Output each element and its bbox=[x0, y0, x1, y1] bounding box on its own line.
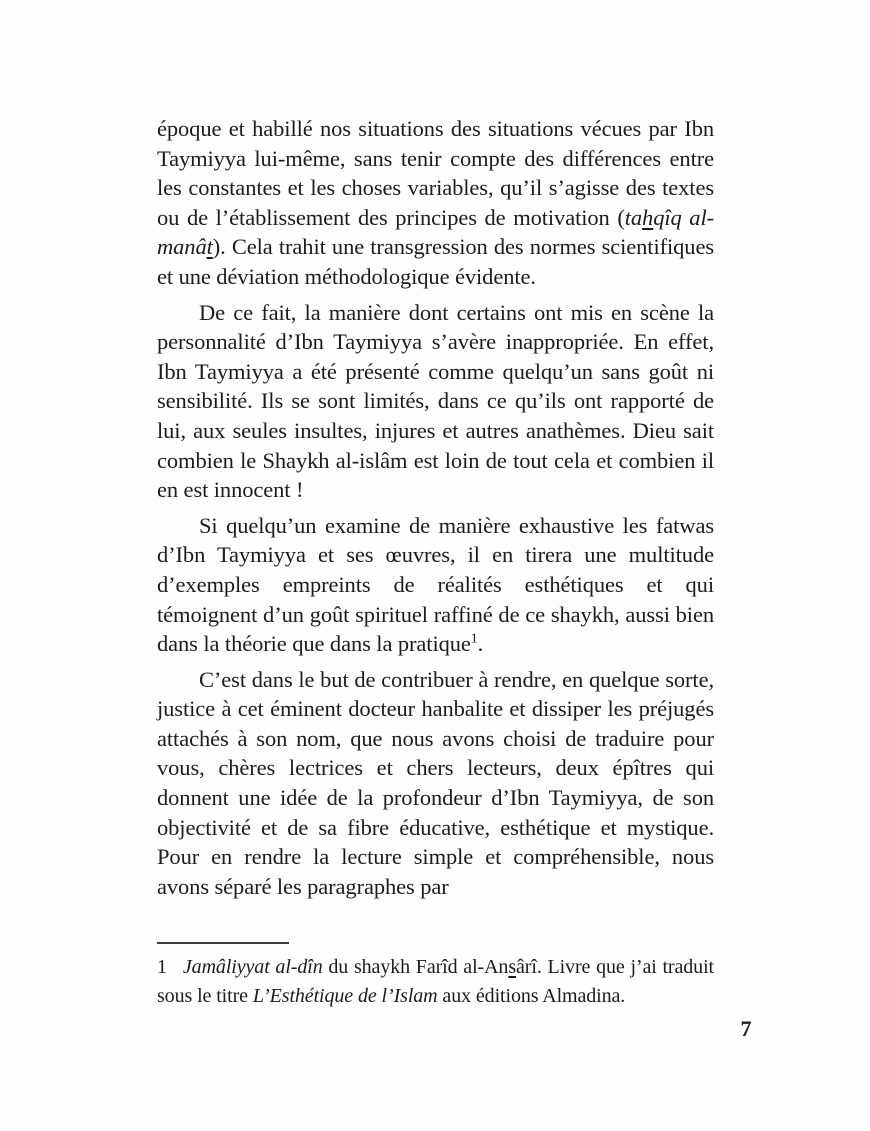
paragraph-1: époque et habillé nos situations des situations vécues par Ibn Taymiyya lui-même, sans tenir compte des différences entre les constantes et les choses variables, qu’il s’agisse des textes ou de l’établissement des principes de motivation (tahqîq al-manât). Cela trahit une transgression des normes scientifiques et une déviation méthodologique évidente. bbox=[157, 116, 714, 289]
paragraph-4: C’est dans le but de contribuer à rendre, en quelque sorte, justice à cet éminent docteur hanbalite et dissiper les préjugés attachés à son nom, que nous avons choisi de traduire pour vous, chères lectrices et chers lecteurs, deux épîtres qui donnent une idée de la profondeur d’Ibn Taymiyya, de son objectivité et de sa fibre éducative, esthétique et mystique. Pour en rendre la lecture simple et compréhensible, nous avons séparé les paragraphes par bbox=[157, 666, 714, 899]
page-number: 7 bbox=[740, 1016, 752, 1041]
footnote-separator bbox=[157, 942, 289, 944]
paragraph-3: Si quelqu’un examine de manière exhaustive les fatwas d’Ibn Taymiyya et ses œuvres, il en tirera une multitude d’exemples empreints de réalités esthétiques et qui témoignent d’un goût spirituel raffiné de ce shaykh, aussi bien dans la théorie que dans la pratique$^1$. bbox=[157, 512, 714, 657]
footnote bbox=[157, 953, 714, 1011]
body-text bbox=[157, 114, 714, 907]
footnote-marker: 1 bbox=[157, 956, 167, 978]
paragraph-2: De ce fait, la manière dont certains ont mis en scène la personnalité d’Ibn Taymiyya s’avère inappropriée. En effet, Ibn Taymiyya a été présenté comme quelqu’un sans goût ni sensibilité. Ils se sont limités, dans ce qu’ils ont rapporté de lui, aux seules insultes, injures et autres anathèmes. Dieu sait combien le Shaykh al-islâm est loin de tout cela et combien il en est innocent ! bbox=[157, 299, 714, 503]
footnote-area bbox=[157, 942, 714, 1011]
footnote-text: Jamâliyyat al-dîn du shaykh Farîd al-Ansârî. Livre que j’ai traduit sous le titre L’Esthétique de l’Islam aux éditions Almadina. bbox=[157, 956, 714, 1007]
